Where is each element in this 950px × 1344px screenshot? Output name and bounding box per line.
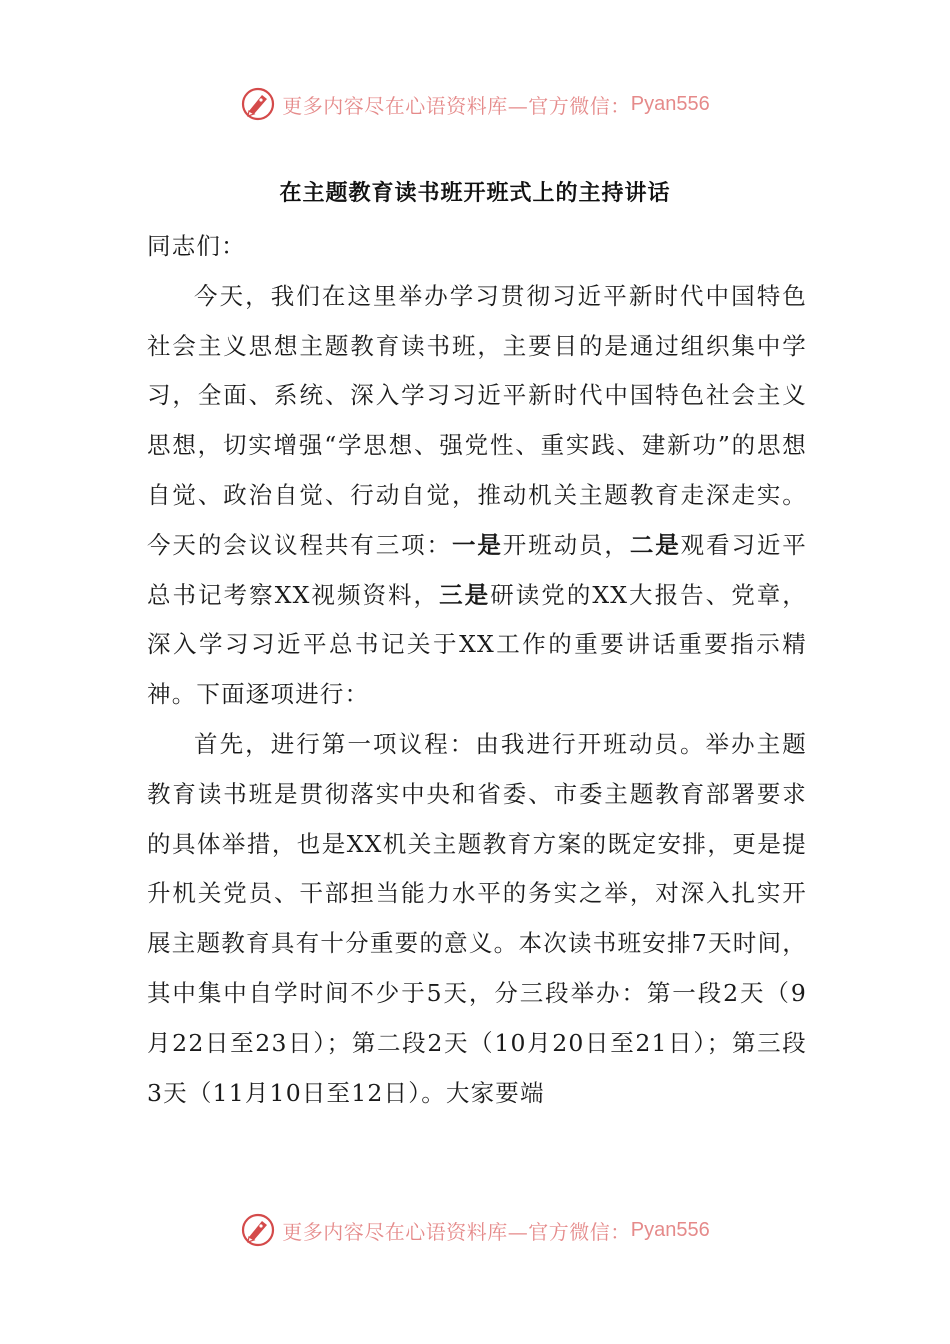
agenda-item-2-label: 二是 xyxy=(629,530,681,559)
watermark-wechat-id: Pyan556 xyxy=(630,92,710,115)
watermark-text: 更多内容尽在心语资料库—官方微信： xyxy=(282,1219,631,1244)
paragraph-1-text-b: 开班动员， xyxy=(502,530,630,559)
document-title: 在主题教育读书班开班式上的主持讲话 xyxy=(279,181,671,206)
document-body xyxy=(147,222,807,1118)
paragraph-1 xyxy=(147,272,807,720)
agenda-item-1-label: 一是 xyxy=(451,530,503,559)
header-watermark xyxy=(0,84,950,124)
paragraph-1-text-d: 研读党的XX大报告、党章，深入学习习近平总书记关于XX工作的重要讲话重要指示精神。下面逐项进行： xyxy=(147,580,808,709)
salutation: 同志们： xyxy=(147,232,246,260)
paragraph-1-text-c: 观看习近平总书记考察XX视频资料， xyxy=(147,530,808,609)
agenda-item-3-label: 三是 xyxy=(439,580,491,609)
watermark-wechat-id: Pyan556 xyxy=(630,1218,710,1241)
pen-nib-logo-icon xyxy=(240,86,276,122)
paragraph-1-text-a: 今天，我们在这里举办学习贯彻习近平新时代中国特色社会主义思想主题教育读书班，主要目的是通过组织集中学习，全面、系统、深入学习习近平新时代中国特色社会主义思想，切实增强“学思想、强党性、重实践、建新功”的思想自觉、政治自觉、行动自觉，推动机关主题教育走深走实。今天的会议议程共有三项： xyxy=(147,281,807,559)
footer-watermark xyxy=(0,1210,950,1250)
watermark-text: 更多内容尽在心语资料库—官方微信： xyxy=(282,93,631,118)
pen-nib-logo-icon xyxy=(240,1212,276,1248)
paragraph-2: 首先，进行第一项议程：由我进行开班动员。举办主题教育读书班是贯彻落实中央和省委、市委主题教育部署要求的具体举措，也是XX机关主题教育方案的既定安排，更是提升机关党员、干部担当能力水平的务实之举，对深入扎实开展主题教育具有十分重要的意义。本次读书班安排7天时间，其中集中自学时间不少于5天，分三段举办：第一段2天（9月22日至23日）；第二段2天（10月20日至21日）；第三段3天（11月10日至12日）。大家要端 xyxy=(147,729,807,1107)
